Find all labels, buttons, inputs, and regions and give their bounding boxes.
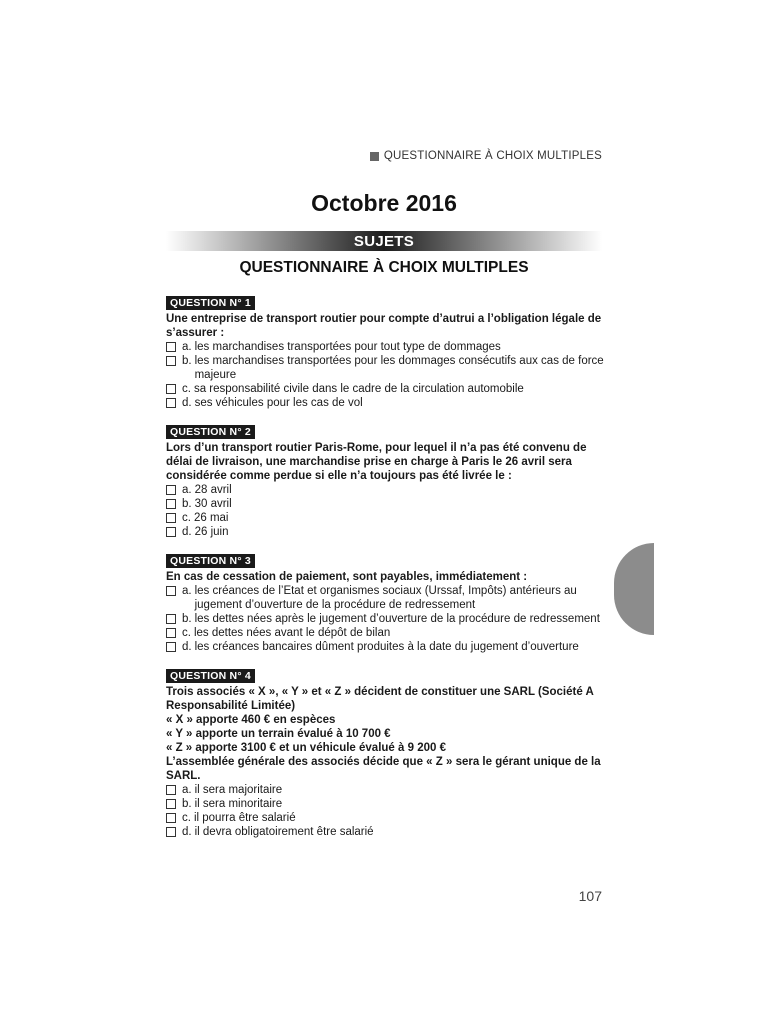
question-text: En cas de cessation de paiement, sont payables, immédiatement : bbox=[166, 571, 528, 583]
option-text: 28 avril bbox=[194, 484, 232, 496]
question-label: QUESTION N° 1 bbox=[166, 296, 255, 310]
option-text: il devra obligatoirement être salarié bbox=[194, 826, 374, 838]
question-2 bbox=[166, 422, 606, 539]
checkbox-icon[interactable] bbox=[166, 586, 176, 596]
option-d[interactable] bbox=[166, 640, 606, 654]
option-d[interactable] bbox=[166, 825, 606, 839]
option-letter: d. bbox=[182, 641, 192, 653]
page-title: Octobre 2016 bbox=[311, 190, 457, 216]
option-text: sa responsabilité civile dans le cadre de la circulation automobile bbox=[193, 383, 524, 395]
option-letter: c. bbox=[182, 383, 191, 395]
option-letter: d. bbox=[182, 397, 192, 409]
question-label: QUESTION N° 2 bbox=[166, 425, 255, 439]
checkbox-icon[interactable] bbox=[166, 614, 176, 624]
option-list bbox=[166, 584, 606, 654]
option-a[interactable] bbox=[166, 783, 606, 797]
checkbox-icon[interactable] bbox=[166, 799, 176, 809]
question-label: QUESTION N° 4 bbox=[166, 669, 255, 683]
option-text: il pourra être salarié bbox=[193, 812, 296, 824]
chapter-tab-marker bbox=[614, 543, 654, 635]
question-1 bbox=[166, 293, 606, 410]
option-c[interactable] bbox=[166, 626, 606, 640]
option-a[interactable] bbox=[166, 483, 606, 497]
option-letter: a. bbox=[182, 784, 192, 796]
option-letter: a. bbox=[182, 585, 192, 597]
option-text: les créances de l’Etat et organismes sociaux (Urssaf, Impôts) antérieurs au jugement d’ouverture de la procédure de redressement bbox=[194, 585, 577, 611]
option-text: 30 avril bbox=[194, 498, 232, 510]
question-text-line: « Y » apporte un terrain évalué à 10 700 € bbox=[166, 728, 391, 740]
question-text-line: « Z » apporte 3100 € et un véhicule évalué à 9 200 € bbox=[166, 742, 446, 754]
checkbox-icon[interactable] bbox=[166, 342, 176, 352]
running-head-text: QUESTIONNAIRE À CHOIX MULTIPLES bbox=[383, 150, 602, 162]
option-b[interactable] bbox=[166, 354, 606, 382]
option-text: il sera majoritaire bbox=[194, 784, 283, 796]
option-b[interactable] bbox=[166, 497, 606, 511]
section-subtitle: QUESTIONNAIRE À CHOIX MULTIPLES bbox=[239, 259, 529, 276]
square-bullet-icon bbox=[370, 152, 379, 161]
option-c[interactable] bbox=[166, 511, 606, 525]
question-label: QUESTION N° 3 bbox=[166, 554, 255, 568]
option-text: les créances bancaires dûment produites à la date du jugement d’ouverture bbox=[194, 641, 579, 653]
checkbox-icon[interactable] bbox=[166, 499, 176, 509]
option-a[interactable] bbox=[166, 584, 606, 612]
checkbox-icon[interactable] bbox=[166, 813, 176, 823]
question-3 bbox=[166, 551, 606, 654]
page-number: 107 bbox=[578, 888, 602, 904]
question-text-line: « X » apporte 460 € en espèces bbox=[166, 714, 336, 726]
checkbox-icon[interactable] bbox=[166, 384, 176, 394]
section-banner-label: SUJETS bbox=[353, 232, 415, 250]
checkbox-icon[interactable] bbox=[166, 356, 176, 366]
question-text: Lors d’un transport routier Paris-Rome, pour lequel il n’a pas été convenu de délai de livraison, une marchandise prise en charge à Paris le 26 avril sera considérée comme perdue si elle n’a toujours pas été livrée le : bbox=[166, 442, 587, 482]
option-letter: c. bbox=[182, 812, 191, 824]
section-banner bbox=[166, 231, 602, 251]
checkbox-icon[interactable] bbox=[166, 827, 176, 837]
option-list bbox=[166, 783, 606, 839]
option-text: les marchandises transportées pour les dommages consécutifs aux cas de force majeure bbox=[194, 355, 604, 381]
checkbox-icon[interactable] bbox=[166, 485, 176, 495]
option-text: les marchandises transportées pour tout type de dommages bbox=[194, 341, 501, 353]
option-text: les dettes nées après le jugement d’ouverture de la procédure de redressement bbox=[194, 613, 600, 625]
option-letter: b. bbox=[182, 355, 192, 367]
option-list bbox=[166, 483, 606, 539]
option-letter: c. bbox=[182, 627, 191, 639]
option-letter: b. bbox=[182, 798, 192, 810]
question-4 bbox=[166, 666, 606, 839]
question-text-line: Trois associés « X », « Y » et « Z » décident de constituer une SARL (Société A Responsabilité Limitée) bbox=[166, 686, 594, 712]
option-letter: d. bbox=[182, 826, 192, 838]
option-c[interactable] bbox=[166, 382, 606, 396]
running-head bbox=[370, 150, 602, 162]
option-b[interactable] bbox=[166, 612, 606, 626]
checkbox-icon[interactable] bbox=[166, 628, 176, 638]
option-letter: b. bbox=[182, 498, 192, 510]
checkbox-icon[interactable] bbox=[166, 398, 176, 408]
option-c[interactable] bbox=[166, 811, 606, 825]
option-text: les dettes nées avant le dépôt de bilan bbox=[193, 627, 391, 639]
checkbox-icon[interactable] bbox=[166, 513, 176, 523]
questions-list bbox=[166, 293, 606, 851]
option-letter: d. bbox=[182, 526, 192, 538]
checkbox-icon[interactable] bbox=[166, 642, 176, 652]
checkbox-icon[interactable] bbox=[166, 785, 176, 795]
option-letter: c. bbox=[182, 512, 191, 524]
option-a[interactable] bbox=[166, 340, 606, 354]
option-d[interactable] bbox=[166, 525, 606, 539]
option-letter: a. bbox=[182, 341, 192, 353]
checkbox-icon[interactable] bbox=[166, 527, 176, 537]
option-text: 26 mai bbox=[193, 512, 229, 524]
option-text: 26 juin bbox=[194, 526, 229, 538]
question-text: Une entreprise de transport routier pour compte d’autrui a l’obligation légale de s’assurer : bbox=[166, 313, 602, 339]
question-text-line: L’assemblée générale des associés décide que « Z » sera le gérant unique de la SARL. bbox=[166, 756, 601, 782]
option-letter: a. bbox=[182, 484, 192, 496]
option-letter: b. bbox=[182, 613, 192, 625]
option-b[interactable] bbox=[166, 797, 606, 811]
option-text: il sera minoritaire bbox=[194, 798, 283, 810]
option-list bbox=[166, 340, 606, 410]
option-d[interactable] bbox=[166, 396, 606, 410]
option-text: ses véhicules pour les cas de vol bbox=[194, 397, 363, 409]
